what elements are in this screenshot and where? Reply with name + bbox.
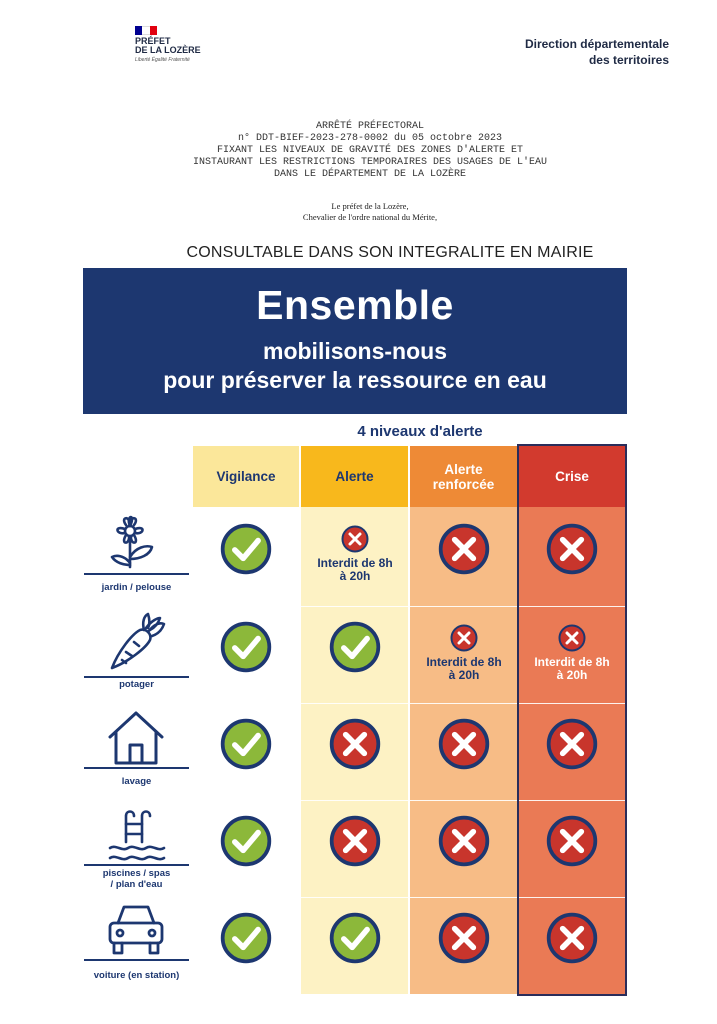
status-restricted <box>305 524 405 583</box>
arrete-line-4: INSTAURANT LES RESTRICTIONS TEMPORAIRES DES USAGES DE L'EAU <box>192 157 548 168</box>
status-allowed <box>218 716 274 772</box>
flower-icon <box>106 513 166 571</box>
check-icon <box>218 813 274 869</box>
usage-row-jardin <box>84 507 189 606</box>
level-header-alerte-renforcee-label: Alerte renforcée <box>432 461 495 492</box>
status-forbidden <box>544 716 600 772</box>
cross-icon <box>436 910 492 966</box>
cross-icon <box>327 813 383 869</box>
status-forbidden <box>436 521 492 577</box>
cross-icon <box>436 716 492 772</box>
status-restricted <box>522 623 622 682</box>
logo-line-2: DE LA LOZÈRE <box>135 45 201 55</box>
status-allowed <box>218 813 274 869</box>
arrete-line-3: FIXANT LES NIVEAUX DE GRAVITÉ DES ZONES D'ALERTE ET <box>216 145 524 156</box>
pool-ladder-icon <box>106 806 168 868</box>
restriction-text: Interdit de 8h à 20h <box>317 556 393 583</box>
arrete-line-1: ARRÊTÉ PRÉFECTORAL <box>315 121 425 132</box>
direction-heading <box>525 36 669 68</box>
status-forbidden <box>436 716 492 772</box>
status-allowed <box>218 521 274 577</box>
carrot-icon <box>106 612 168 674</box>
status-restricted <box>414 623 514 682</box>
cross-icon <box>449 623 479 653</box>
level-header-alerte: Alerte <box>301 446 408 507</box>
direction-line-1: Direction départementale <box>524 37 669 51</box>
alert-levels-title: 4 niveaux d'alerte <box>357 423 483 440</box>
status-allowed <box>327 910 383 966</box>
check-icon <box>327 910 383 966</box>
status-allowed <box>218 619 274 675</box>
direction-line-2: des territoires <box>588 53 669 67</box>
prefecture-logo <box>135 26 235 63</box>
check-icon <box>218 910 274 966</box>
check-icon <box>327 619 383 675</box>
restriction-text: Interdit de 8h à 20h <box>426 655 502 682</box>
car-icon <box>104 897 168 959</box>
usage-divider <box>84 676 189 678</box>
usage-label-line-1: piscines / spas <box>102 868 171 879</box>
logo-line-1: PRÉFET <box>135 36 171 46</box>
ensemble-banner <box>83 268 627 414</box>
cross-icon <box>436 813 492 869</box>
arrete-line-5: DANS LE DÉPARTEMENT DE LA LOZÈRE <box>273 169 467 180</box>
usage-row-piscines <box>84 800 189 897</box>
house-icon <box>106 707 166 767</box>
cross-icon <box>557 623 587 653</box>
restriction-text: Interdit de 8h à 20h <box>534 655 610 682</box>
usage-row-lavage <box>84 703 189 800</box>
status-forbidden <box>544 813 600 869</box>
prefet-block <box>200 201 540 223</box>
level-header-alerte-renforcee <box>410 446 517 507</box>
cross-icon <box>544 716 600 772</box>
usage-label <box>84 868 189 890</box>
level-header-vigilance: Vigilance <box>193 446 299 507</box>
banner-title: Ensemble <box>256 282 454 328</box>
status-forbidden <box>327 716 383 772</box>
usage-divider <box>84 959 189 961</box>
check-icon <box>218 619 274 675</box>
usage-divider <box>84 573 189 575</box>
prefet-line-2: Chevalier de l'ordre national du Mérite, <box>302 212 438 222</box>
status-forbidden <box>544 521 600 577</box>
level-header-crise: Crise <box>519 446 625 507</box>
status-forbidden <box>544 910 600 966</box>
status-forbidden <box>327 813 383 869</box>
usage-label: voiture (en station) <box>93 970 180 981</box>
usage-label: jardin / pelouse <box>101 582 172 593</box>
cross-icon <box>327 716 383 772</box>
usage-row-potager <box>84 606 189 703</box>
usage-divider <box>84 864 189 866</box>
usage-divider <box>84 767 189 769</box>
arrete-line-2: n° DDT-BIEF-2023-278-0002 du 05 octobre 2023 <box>237 133 503 144</box>
status-allowed <box>218 910 274 966</box>
check-icon <box>218 716 274 772</box>
check-icon <box>218 521 274 577</box>
usage-row-voiture <box>84 897 189 994</box>
status-allowed <box>327 619 383 675</box>
french-flag-icon <box>135 26 157 35</box>
status-forbidden <box>436 910 492 966</box>
cross-icon <box>436 521 492 577</box>
cross-icon <box>544 813 600 869</box>
banner-subtitle-1: mobilisons-nous <box>263 338 447 364</box>
status-forbidden <box>436 813 492 869</box>
arrete-block <box>150 121 590 181</box>
usage-label: potager <box>119 679 154 690</box>
prefet-line-1: Le préfet de la Lozère, <box>331 201 409 211</box>
logo-motto: Liberté Égalité Fraternité <box>135 57 190 63</box>
cross-icon <box>340 524 370 554</box>
cross-icon <box>544 910 600 966</box>
usage-label-line-2: / plan d'eau <box>110 879 163 890</box>
usage-label: lavage <box>121 776 152 787</box>
cross-icon <box>544 521 600 577</box>
consultable-notice: CONSULTABLE DANS SON INTEGRALITE EN MAIRIE <box>186 244 594 261</box>
banner-subtitle-2: pour préserver la ressource en eau <box>163 367 547 393</box>
